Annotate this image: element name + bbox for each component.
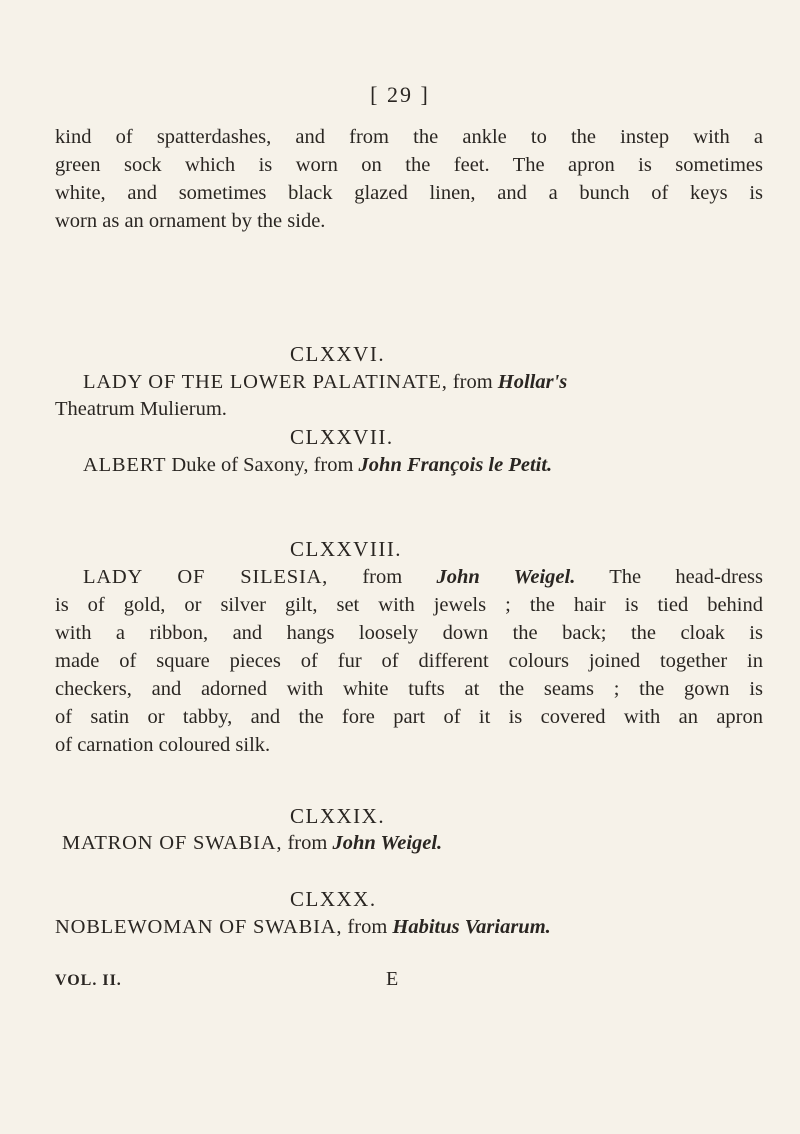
- entry-heading: [55, 914, 551, 940]
- entry-heading: [83, 452, 552, 478]
- entry-numeral: CLXXIX.: [290, 804, 386, 828]
- paragraph-line: kind of spatterdashes, and from the ankle to the instep with a: [55, 126, 763, 148]
- entry-source: John Weigel.: [436, 566, 576, 588]
- entry-text: Duke of Saxony, from: [171, 454, 354, 476]
- entry-heading: [62, 830, 442, 856]
- signature-mark: E: [386, 968, 399, 990]
- entry-from: from: [452, 371, 493, 393]
- entry-from: from: [347, 916, 388, 938]
- entry-heading: [83, 369, 567, 395]
- paragraph-line: of carnation coloured silk.: [55, 734, 271, 756]
- entry-title: NOBLEWOMAN OF SWABIA,: [55, 916, 343, 938]
- entry-source: John François le Petit.: [358, 454, 553, 476]
- paragraph-line: with a ribbon, and hangs loosely down the back; the cloak is: [55, 622, 763, 644]
- entry-line: Theatrum Mulierum.: [55, 398, 227, 420]
- entry-title: LADY OF SILESIA,: [83, 566, 329, 588]
- entry-title: MATRON OF SWABIA,: [62, 832, 283, 854]
- entry-numeral: CLXXVII.: [290, 425, 394, 449]
- entry-title: LADY OF THE LOWER PALATINATE,: [83, 371, 448, 393]
- entry-text: The head-dress: [609, 566, 763, 588]
- entry-title: ALBERT: [83, 454, 167, 476]
- paragraph-line: made of square pieces of fur of different colours joined together in: [55, 650, 763, 672]
- volume-mark: VOL. II.: [55, 972, 122, 989]
- entry-numeral: CLXXVI.: [290, 342, 386, 366]
- entry-source: Hollar's: [497, 371, 568, 393]
- paragraph-line: of satin or tabby, and the fore part of it is covered with an apron: [55, 706, 763, 728]
- paragraph-line: checkers, and adorned with white tufts at the seams ; the gown is: [55, 678, 763, 700]
- entry-source: John Weigel.: [332, 832, 443, 854]
- paragraph-line: is of gold, or silver gilt, set with jewels ; the hair is tied behind: [55, 594, 763, 616]
- paragraph-line: white, and sometimes black glazed linen, and a bunch of keys is: [55, 182, 763, 204]
- page-number: [ 29 ]: [370, 82, 430, 107]
- entry-source: Habitus Variarum.: [392, 916, 551, 938]
- entry-numeral: CLXXX.: [290, 887, 377, 911]
- paragraph-line: green sock which is worn on the feet. The apron is sometimes: [55, 154, 763, 176]
- entry-from: from: [287, 832, 328, 854]
- paragraph-line: worn as an ornament by the side.: [55, 210, 326, 232]
- entry-numeral: CLXXVIII.: [290, 537, 403, 561]
- entry-heading: [83, 564, 763, 590]
- entry-from: from: [362, 566, 403, 588]
